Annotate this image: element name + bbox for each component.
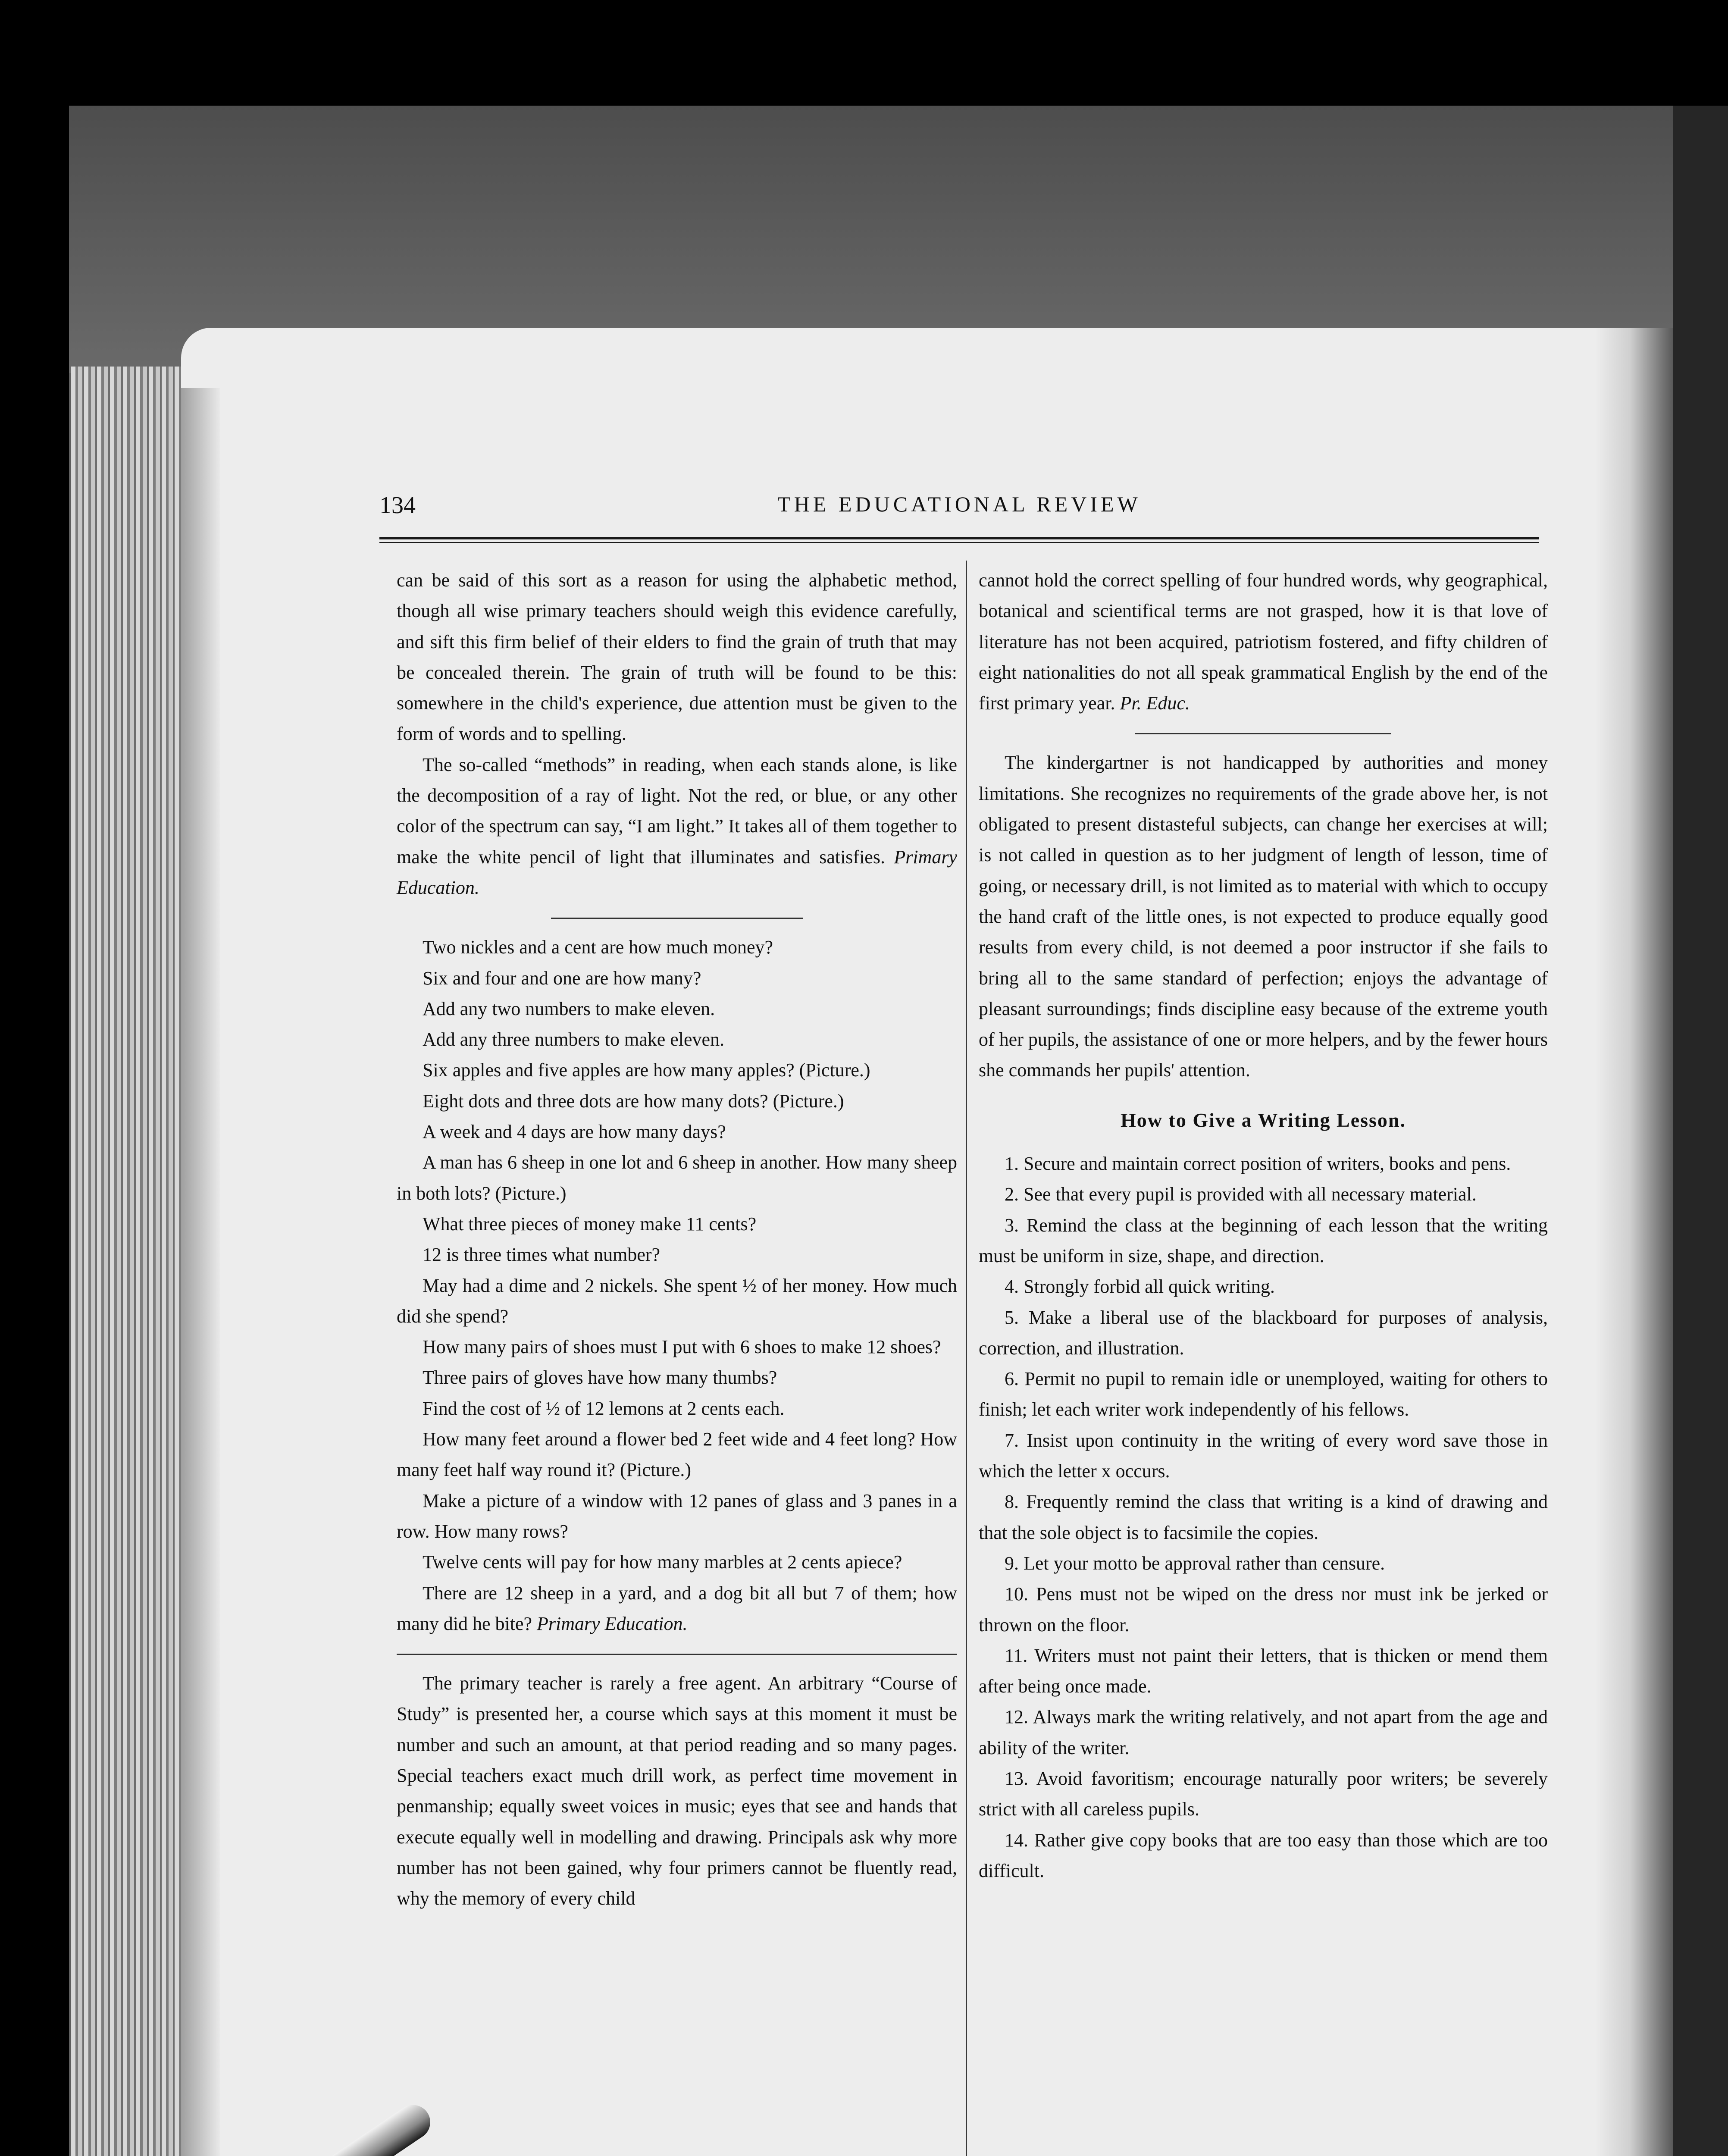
question-item: Eight dots and three dots are how many dots? (Picture.)	[423, 1090, 844, 1112]
paragraph-primary-teacher: The primary teacher is rarely a free agent. An arbitrary “Course of Study” is presented her, a course which says at this moment it must be number and such an amount, at that period reading and so many pages. Special teachers exact much drill work, as perfect time movement in penmanship; equally sweet voices in music; eyes that see and hands that execute equally well in modelling and drawing. Principals ask why more number has not been gained, why four primers cannot be fluently read, why the memory of every child	[397, 1673, 957, 1909]
list-item: 13. Avoid favoritism; encourage naturally poor writers; be severely strict with all careless pupils.	[979, 1767, 1548, 1820]
paragraph-kindergartner: The kindergartner is not handicapped by authorities and money limitations. She recognizes no requirements of the grade above her, is not obligated to present distasteful subjects, can change her exercises at will; is not called in question as to her judgment of length of lesson, time of going, or necessary drill, is not limited as to material with which to occupy the hand craft of the little ones, is not expected to produce equally good results from every child, is not deemed a poor instructor if she fails to bring all to the same standard of perfection; enjoys the advantage of pleasant surroundings; finds discipline easy because of the extreme youth of her pupils, the assistance of one or more helpers, and by the fewer hours she commands her pupils' attention.	[979, 752, 1548, 1081]
question-item: Two nickles and a cent are how much money?	[423, 937, 773, 958]
question-item: Add any two numbers to make eleven.	[423, 998, 715, 1019]
left-column	[397, 565, 957, 1914]
list-item: 4. Strongly forbid all quick writing.	[1005, 1276, 1275, 1297]
page-curl-shadow	[1595, 328, 1673, 2156]
paragraph-continued	[979, 565, 1548, 718]
list-item: 2. See that every pupil is provided with all necessary material.	[1005, 1184, 1477, 1205]
book-page-edges	[71, 367, 196, 2156]
question-text: There are 12 sheep in a yard, and a dog bit all but 7 of them; how many did he bite?	[397, 1582, 957, 1634]
source-signature: Pr. Educ.	[1120, 693, 1190, 714]
question-item: Six apples and five apples are how many apples? (Picture.)	[423, 1059, 870, 1081]
question-item	[397, 1578, 957, 1639]
question-item: Find the cost of ½ of 12 lemons at 2 cents each.	[423, 1398, 785, 1419]
question-item: Twelve cents will pay for how many marbles at 2 cents apiece?	[423, 1551, 902, 1573]
question-item: Add any three numbers to make eleven.	[423, 1029, 725, 1050]
film-right-edge	[1673, 106, 1728, 2156]
paragraph-continued-text: cannot hold the correct spelling of four hundred words, why geographical, botanical and scientifical terms are not grasped, how it is that love of literature has not been acquired, patriotism fostered, and fifty children of eight nationalities do not all speak grammatical English by the end of the first primary year.	[979, 570, 1548, 714]
running-head: THE EDUCATIONAL REVIEW	[777, 492, 1141, 516]
page-gutter	[181, 388, 220, 2156]
list-item: 6. Permit no pupil to remain idle or unemployed, waiting for others to finish; let each writer work independently of his fellows.	[979, 1368, 1548, 1420]
list-item: 5. Make a liberal use of the blackboard for purposes of analysis, correction, and illustration.	[979, 1307, 1548, 1359]
list-item: 7. Insist upon continuity in the writing of every word save those in which the letter x occurs.	[979, 1429, 1548, 1482]
column-rule	[966, 561, 967, 2156]
question-item: A week and 4 days are how many days?	[423, 1121, 726, 1143]
question-item: Make a picture of a window with 12 panes of glass and 3 panes in a row. How many rows?	[397, 1490, 957, 1542]
right-column	[979, 565, 1548, 1886]
list-item: 9. Let your motto be approval rather than censure.	[1005, 1552, 1385, 1574]
source-signature: Primary Education.	[537, 1613, 688, 1634]
section-separator	[1135, 733, 1391, 734]
page-header	[379, 492, 1539, 530]
question-item: A man has 6 sheep in one lot and 6 sheep in another. How many sheep in both lots? (Picture.)	[397, 1152, 957, 1204]
list-item: 14. Rather give copy books that are too easy than those which are too difficult.	[979, 1829, 1548, 1881]
page-number: 134	[379, 492, 416, 519]
question-item: May had a dime and 2 nickels. She spent ½ of her money. How much did she spend?	[397, 1275, 957, 1327]
paragraph-methods	[397, 749, 957, 903]
source-signature: Primary Education.	[397, 846, 958, 898]
question-item: How many pairs of shoes must I put with 6 shoes to make 12 shoes?	[423, 1336, 941, 1358]
list-item: 10. Pens must not be wiped on the dress nor must ink be jerked or thrown on the floor.	[979, 1583, 1548, 1636]
section-title: How to Give a Writing Lesson.	[1121, 1109, 1406, 1131]
list-item: 12. Always mark the writing relatively, and not apart from the age and ability of the writer.	[979, 1706, 1548, 1758]
question-item: 12 is three times what number?	[423, 1244, 661, 1266]
section-separator	[397, 1654, 957, 1655]
list-item: 11. Writers must not paint their letters, that is thicken or mend them after being once made.	[979, 1645, 1548, 1697]
question-item: What three pieces of money make 11 cents?	[423, 1213, 757, 1235]
paragraph-methods-text: The so-called “methods” in reading, when each stands alone, is like the decomposition of a ray of light. Not the red, or blue, or any other color of the spectrum can say, “I am light.” It takes all of them together to make the white pencil of light that illuminates and satisfies.	[397, 754, 957, 868]
question-item: Three pairs of gloves have how many thumbs?	[423, 1367, 777, 1388]
list-item: 1. Secure and maintain correct position of writers, books and pens.	[1005, 1153, 1511, 1175]
question-item: How many feet around a flower bed 2 feet wide and 4 feet long? How many feet half way round it? (Picture.)	[397, 1429, 957, 1481]
section-separator	[551, 918, 803, 919]
list-item: 8. Frequently remind the class that writing is a kind of drawing and that the sole object is to facsimile the copies.	[979, 1491, 1548, 1543]
question-item: Six and four and one are how many?	[423, 967, 701, 989]
header-rule	[379, 537, 1539, 543]
paragraph-alphabetic-method: can be said of this sort as a reason for using the alphabetic method, though all wise primary teachers should weigh this evidence carefully, and sift this firm belief of their elders to find the grain of truth that may be concealed therein. The grain of truth will be found to be this: somewhere in the child's experience, due attention must be given to the form of words and to spelling.	[397, 570, 957, 745]
list-item: 3. Remind the class at the beginning of each lesson that the writing must be uniform in size, shape, and direction.	[979, 1214, 1548, 1266]
